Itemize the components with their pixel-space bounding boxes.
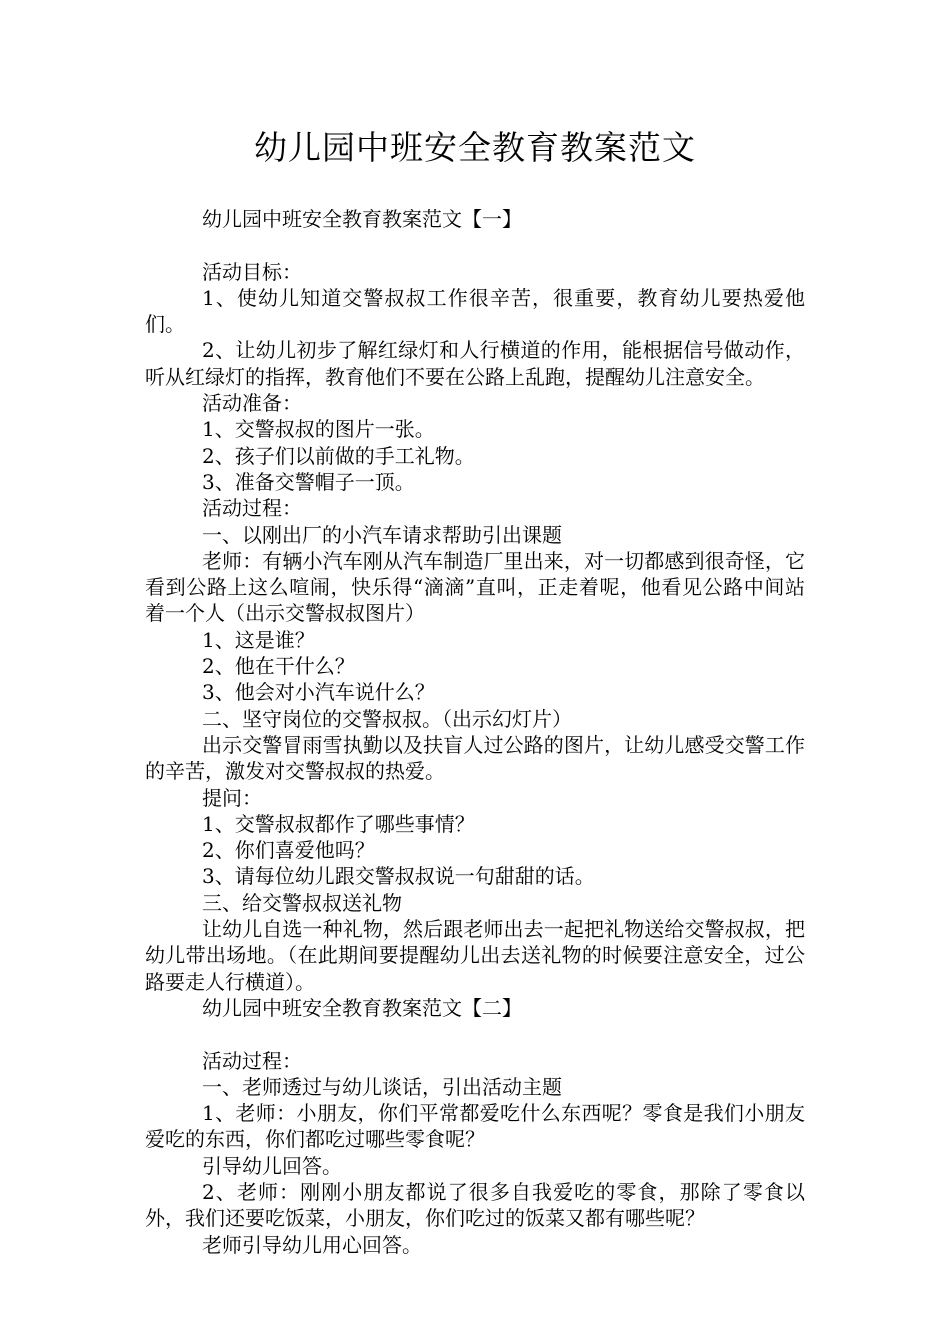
paragraph: 二、坚守岗位的交警叔叔。（出示幻灯片） xyxy=(202,706,572,731)
paragraph: 老师引导幼儿用心回答。 xyxy=(202,1232,422,1257)
section-heading-2: 幼儿园中班安全教育教案范文【二】 xyxy=(202,995,522,1020)
paragraph: 活动目标： xyxy=(202,259,302,284)
paragraph: 3、准备交警帽子一顶。 xyxy=(202,469,415,494)
paragraph: 1、使幼儿知道交警叔叔工作很辛苦，很重要，教育幼儿要热爱他们。 xyxy=(145,285,805,337)
paragraph: 3、请每位幼儿跟交警叔叔说一句甜甜的话。 xyxy=(202,864,595,889)
paragraph: 活动准备： xyxy=(202,391,302,416)
paragraph: 提问： xyxy=(202,785,262,810)
paragraph: 1、老师：小朋友，你们平常都爱吃什么东西呢？零食是我们小朋友爱吃的东西，你们都吃过哪些零食呢？ xyxy=(145,1101,805,1152)
paragraph: 2、孩子们以前做的手工礼物。 xyxy=(202,443,475,468)
document-page xyxy=(145,126,805,1258)
paragraph: 活动过程： xyxy=(202,1048,302,1073)
paragraph: 让幼儿自选一种礼物，然后跟老师出去一起把礼物送给交警叔叔，把幼儿带出场地。（在此期间要提醒幼儿出去送礼物的时候要注意安全，过公路要走人行横道）。 xyxy=(145,917,805,994)
paragraph: 1、交警叔叔都作了哪些事情？ xyxy=(202,811,475,836)
blank-line xyxy=(145,232,805,258)
paragraph: 出示交警冒雨雪执勤以及扶盲人过公路的图片，让幼儿感受交警工作的辛苦，激发对交警叔叔的热爱。 xyxy=(145,732,805,784)
section-heading-1: 幼儿园中班安全教育教案范文【一】 xyxy=(202,207,522,231)
paragraph: 活动过程： xyxy=(202,496,302,521)
paragraph: 1、这是谁？ xyxy=(202,627,315,652)
paragraph: 2、老师：刚刚小朋友都说了很多自我爱吃的零食，那除了零食以外，我们还要吃饭菜，小朋友，你们吃过的饭菜又都有哪些呢？ xyxy=(145,1179,805,1231)
paragraph: 1、交警叔叔的图片一张。 xyxy=(202,417,435,442)
paragraph: 2、他在干什么？ xyxy=(202,654,355,679)
paragraph: 引导幼儿回答。 xyxy=(202,1153,342,1178)
paragraph: 老师：有辆小汽车刚从汽车制造厂里出来，对一切都感到很奇怪，它看到公路上这么喧闹，快乐得“滴滴”直叫，正走着呢，他看见公路中间站着一个人（出示交警叔叔图片） xyxy=(145,548,805,626)
paragraph: 一、老师透过与幼儿谈话，引出活动主题 xyxy=(202,1074,562,1099)
blank-line xyxy=(145,1021,805,1047)
paragraph: 一、以刚出厂的小汽车请求帮助引出课题 xyxy=(202,522,562,547)
paragraph: 三、给交警叔叔送礼物 xyxy=(202,890,402,915)
paragraph: 2、让幼儿初步了解红绿灯和人行横道的作用，能根据信号做动作，听从红绿灯的指挥，教育他们不要在公路上乱跑，提醒幼儿注意安全。 xyxy=(145,338,805,389)
paragraph: 2、你们喜爱他吗？ xyxy=(202,838,375,863)
paragraph: 3、他会对小汽车说什么？ xyxy=(202,680,435,705)
document-title: 幼儿园中班安全教育教案范文 xyxy=(254,128,696,167)
